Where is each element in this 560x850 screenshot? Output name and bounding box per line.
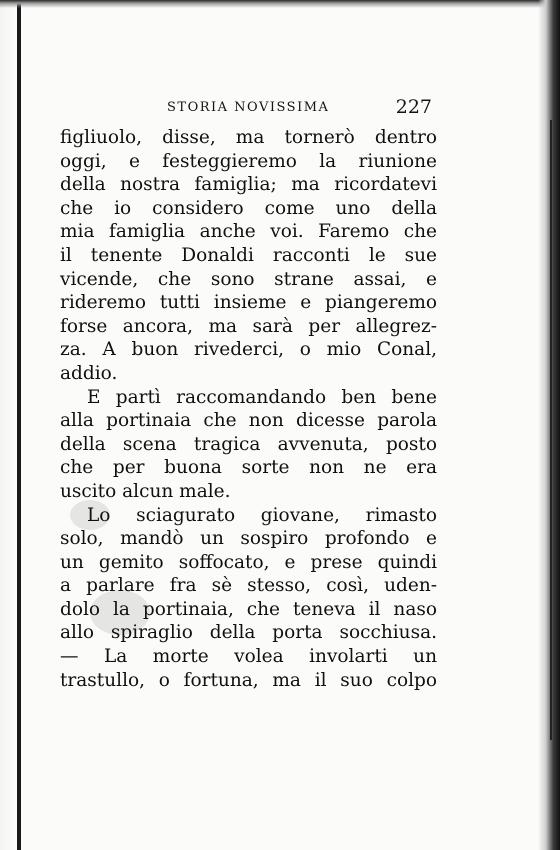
text-line: forse ancora, ma sarà per allegrez- <box>60 315 437 337</box>
text-line: che io considero come uno della <box>60 197 437 219</box>
text-line: alla portinaia che non dicesse parola <box>60 410 437 432</box>
page-header <box>60 96 432 122</box>
text-line: della nostra famiglia; ma ricordatevi <box>60 174 437 196</box>
page-top-edge <box>0 0 560 8</box>
text-line: trastullo, o fortuna, ma il suo colpo <box>60 669 437 691</box>
text-line: a parlare fra sè stesso, così, uden- <box>60 575 437 597</box>
page-gutter-edge <box>17 0 21 850</box>
text-line: oggi, e festeggieremo la riunione <box>60 150 437 172</box>
text-line: figliuolo, disse, ma tornerò dentro <box>60 127 437 148</box>
page-gutter-shadow <box>0 0 17 850</box>
text-line: — La morte volea involarti un <box>60 646 437 668</box>
text-line: uscito alcun male. <box>60 480 231 502</box>
text-line: della scena tragica avvenuta, posto <box>60 433 437 455</box>
running-head: STORIA NOVISSIMA <box>167 100 330 115</box>
text-line: Lo sciagurato giovane, rimasto <box>87 504 437 526</box>
text-line: il tenente Donaldi racconti le sue <box>60 244 437 266</box>
text-line: vicende, che sono strane assai, e <box>60 268 437 290</box>
text-line: mia famiglia anche voi. Faremo che <box>60 221 437 243</box>
text-line: addio. <box>60 362 118 384</box>
text-line: allo spiraglio della porta socchiusa. <box>60 622 437 644</box>
page-right-edge <box>538 0 560 850</box>
page-number: 227 <box>395 96 432 118</box>
page-edge-streak <box>550 120 552 740</box>
text-line: rideremo tutti insieme e piangeremo <box>60 292 437 314</box>
text-line: za. A buon rivederci, o mio Conal, <box>60 339 437 361</box>
text-line: E partì raccomandando ben bene <box>87 386 437 408</box>
text-line: solo, mandò un sospiro profondo e <box>60 528 437 550</box>
body-text <box>60 126 437 692</box>
text-line: che per buona sorte non ne era <box>60 457 437 479</box>
text-line: dolo la portinaia, che teneva il naso <box>60 598 437 620</box>
text-line: un gemito soffocato, e prese quindi <box>60 551 437 573</box>
